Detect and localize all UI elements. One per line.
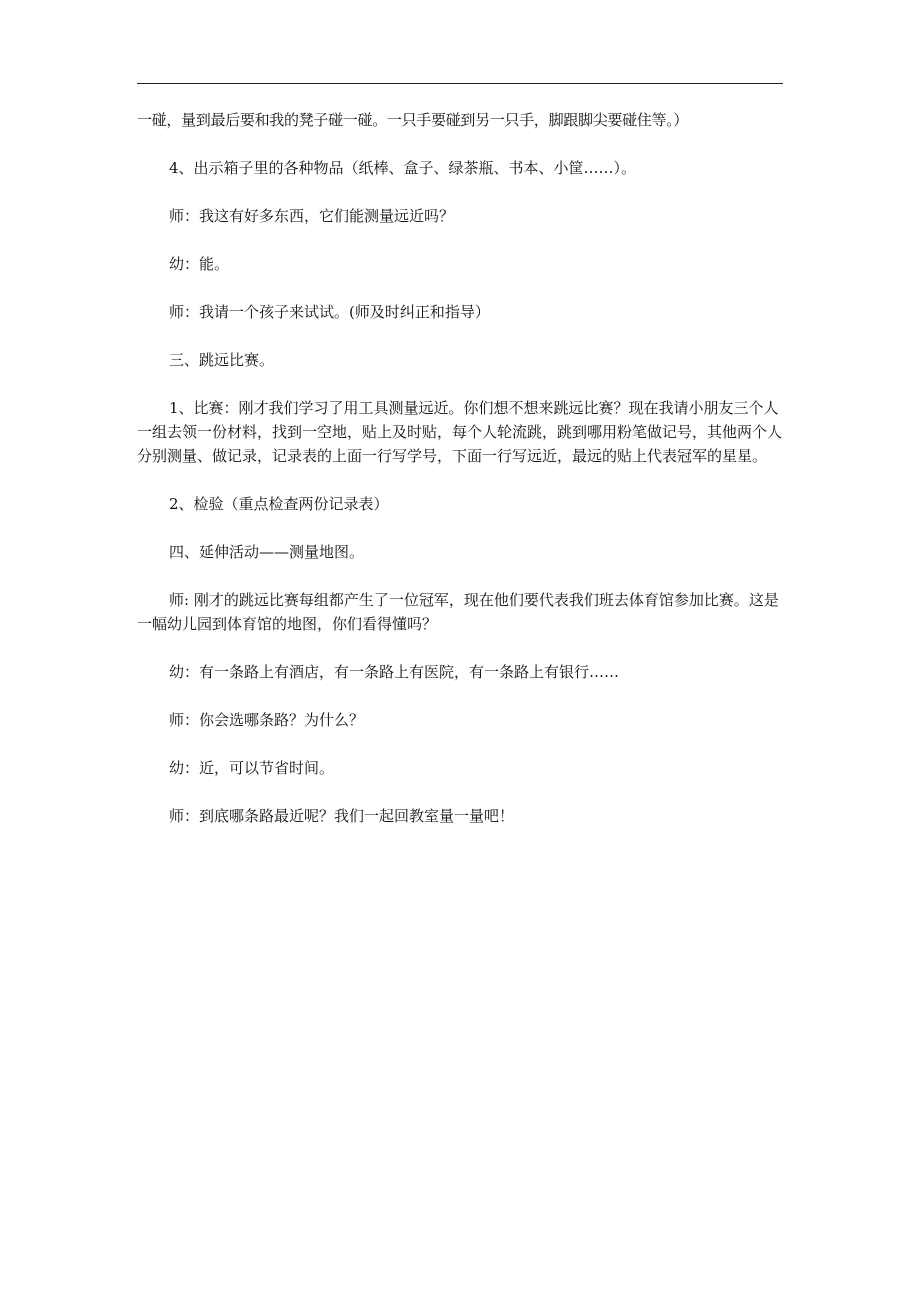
- paragraph-continuation: 一碰，量到最后要和我的凳子碰一碰。一只手要碰到另一只手，脚跟脚尖要碰住等。）: [137, 111, 689, 129]
- paragraph-teacher-closing: 师：到底哪条路最近呢？我们一起回教室量一量吧！: [169, 807, 515, 825]
- paragraph-map-intro: 师: 刚才的跳远比赛每组都产生了一位冠军，现在他们要代表我们班去体育馆参加比赛。这是一幅幼儿园到体育馆的地图，你们看得懂吗？: [137, 591, 779, 633]
- paragraph-teacher-choice: 师：你会选哪条路？为什么？: [169, 711, 365, 729]
- paragraph-item-4: 4、出示箱子里的各种物品（纸棒、盒子、绿茶瓶、书本、小筐……）。: [169, 159, 637, 177]
- section-heading-3: 三、跳远比赛。: [169, 351, 275, 369]
- paragraph-teacher-question: 师：我这有好多东西，它们能测量远近吗？: [169, 207, 455, 225]
- paragraph-teacher-invite: 师：我请一个孩子来试试。(师及时纠正和指导）: [169, 303, 490, 321]
- paragraph-check: 2、检验（重点检查两份记录表）: [169, 495, 389, 513]
- header-rule: [137, 83, 783, 84]
- paragraph-child-routes: 幼：有一条路上有酒店，有一条路上有医院，有一条路上有银行……: [169, 663, 620, 681]
- paragraph-child-answer: 幼：能。: [169, 255, 230, 273]
- paragraph-child-reason: 幼：近，可以节省时间。: [169, 759, 335, 777]
- paragraph-competition: 1、比赛：刚才我们学习了用工具测量远近。你们想不想来跳远比赛？现在我请小朋友三个人一组去领一份材料，找到一空地，贴上及时贴，每个人轮流跳，跳到哪用粉笔做记号，其他两个人分别测量、做记录，记录表的上面一行写学号，下面一行写远近，最远的贴上代表冠军的星星。: [137, 399, 783, 465]
- section-heading-4: 四、延伸活动——测量地图。: [169, 543, 365, 561]
- document-body: [137, 108, 787, 828]
